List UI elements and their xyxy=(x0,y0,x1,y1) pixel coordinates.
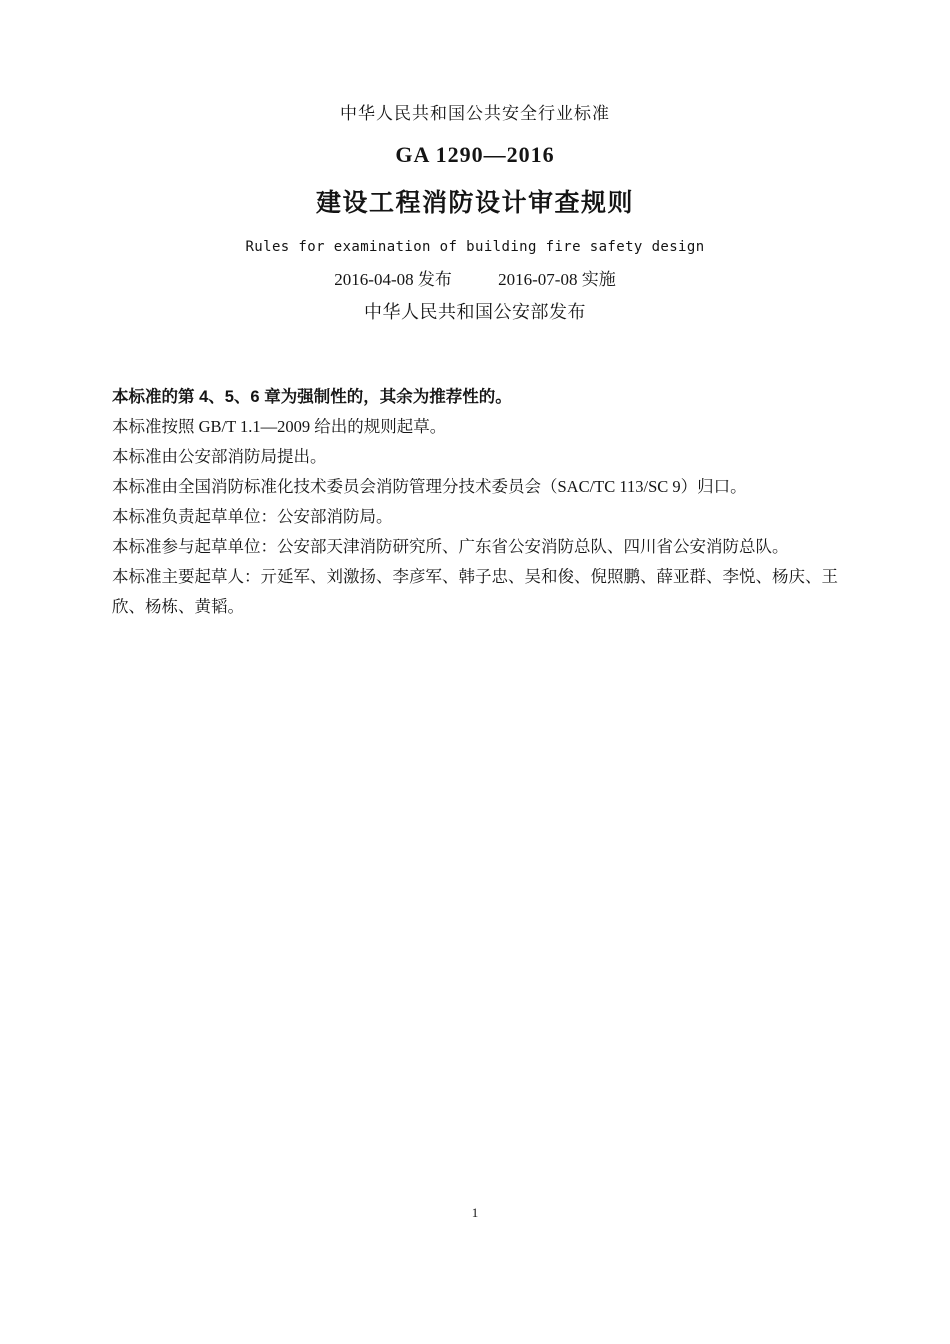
foreword-paragraph-centralized-by: 本标准由全国消防标准化技术委员会消防管理分技术委员会（SAC/TC 113/SC 9）归口。 xyxy=(112,477,747,496)
issuer-line: 中华人民共和国公安部发布 xyxy=(364,302,586,322)
english-title: Rules for examination of building fire safety design xyxy=(245,239,705,255)
foreword-paragraph-chief-drafting-unit: 本标准负责起草单位：公安部消防局。 xyxy=(112,507,393,526)
implement-date: 2016-07-08 实施 xyxy=(498,270,616,289)
publish-date: 2016-04-08 发布 xyxy=(334,270,452,289)
foreword-paragraph-mandatory-clauses: 本标准的第 4、5、6 章为强制性的，其余为推荐性的。 xyxy=(112,388,512,406)
page-number: 1 xyxy=(471,1205,479,1220)
foreword-section xyxy=(0,382,950,622)
document-header xyxy=(0,0,950,326)
standard-code: GA 1290—2016 xyxy=(395,142,555,167)
foreword-paragraph-chief-drafters: 本标准主要起草人：亓延军、刘激扬、李彦军、韩子忠、吴和俊、倪照鹏、薛亚群、李悦、杨庆、王欣、杨栋、黄韬。 xyxy=(112,567,838,616)
foreword-paragraph-proposed-by: 本标准由公安部消防局提出。 xyxy=(112,447,327,466)
foreword-paragraph-drafting-rules: 本标准按照 GB/T 1.1—2009 给出的规则起草。 xyxy=(112,417,447,436)
standard-type-line: 中华人民共和国公共安全行业标准 xyxy=(340,104,610,123)
date-line xyxy=(0,266,950,294)
document-title: 建设工程消防设计审查规则 xyxy=(315,189,634,217)
foreword-paragraph-participating-units: 本标准参与起草单位：公安部天津消防研究所、广东省公安消防总队、四川省公安消防总队。 xyxy=(112,537,789,556)
